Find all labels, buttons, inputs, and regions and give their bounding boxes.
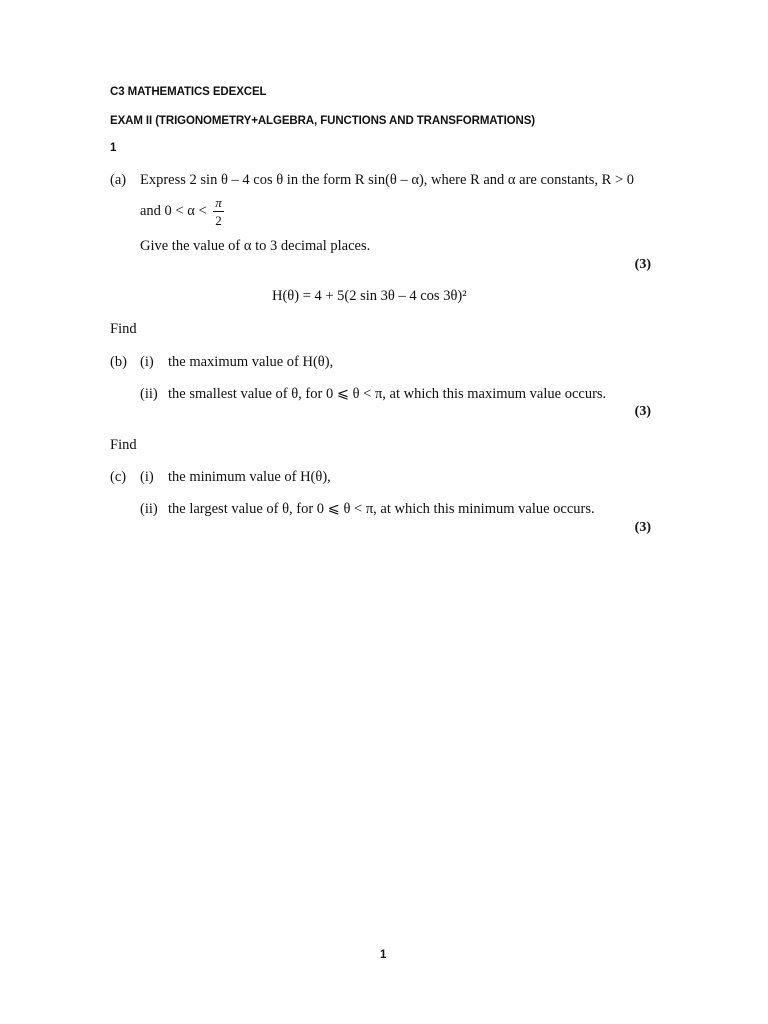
part-c-ii [140,501,595,518]
pi-over-two-fraction [213,196,224,227]
exam-subtitle: EXAM II (TRIGONOMETRY+ALGEBRA, FUNCTIONS AND TRANSFORMATIONS) [110,115,536,127]
fraction-numerator: π [215,195,222,210]
part-c-marks: (3) [634,520,651,535]
page-number: 1 [380,949,387,961]
part-c-i-text: the minimum value of H(θ), [168,469,331,485]
part-c-i-label: (i) [140,469,154,485]
fraction-denominator: 2 [215,213,222,228]
part-a-line1 [110,172,634,189]
question-number: 1 [110,142,117,154]
part-b-ii-text: the smallest value of θ, for 0 ⩽ θ < π, at which this maximum value occurs. [168,386,607,402]
part-a-line2 [140,196,224,227]
part-b-ii-label: (ii) [140,386,158,402]
part-a-condition: and 0 < α < [140,202,207,219]
part-b-i-text: the maximum value of H(θ), [168,354,334,370]
part-a-label: (a) [110,172,127,188]
part-b-intro: Find [110,321,137,337]
part-c-i [110,469,331,486]
part-b-i [110,354,333,371]
part-b-i-label: (i) [140,354,154,370]
part-b-label: (b) [110,354,127,370]
part-b-marks: (3) [634,404,651,419]
part-c-label: (c) [110,469,127,485]
document-title: C3 MATHEMATICS EDEXCEL [110,86,267,98]
part-a-marks: (3) [634,257,651,272]
part-c-ii-text: the largest value of θ, for 0 ⩽ θ < π, at which this minimum value occurs. [168,501,595,517]
part-c-intro: Find [110,437,137,453]
part-a-instruction: Give the value of α to 3 decimal places. [140,238,371,254]
part-b-ii [140,386,606,403]
part-a-question-text: Express 2 sin θ – 4 cos θ in the form R sin(θ – α), where R and α are constants, R > 0 [140,172,635,188]
part-c-ii-label: (ii) [140,501,158,517]
function-definition: H(θ) = 4 + 5(2 sin 3θ – 4 cos 3θ)² [272,288,467,304]
